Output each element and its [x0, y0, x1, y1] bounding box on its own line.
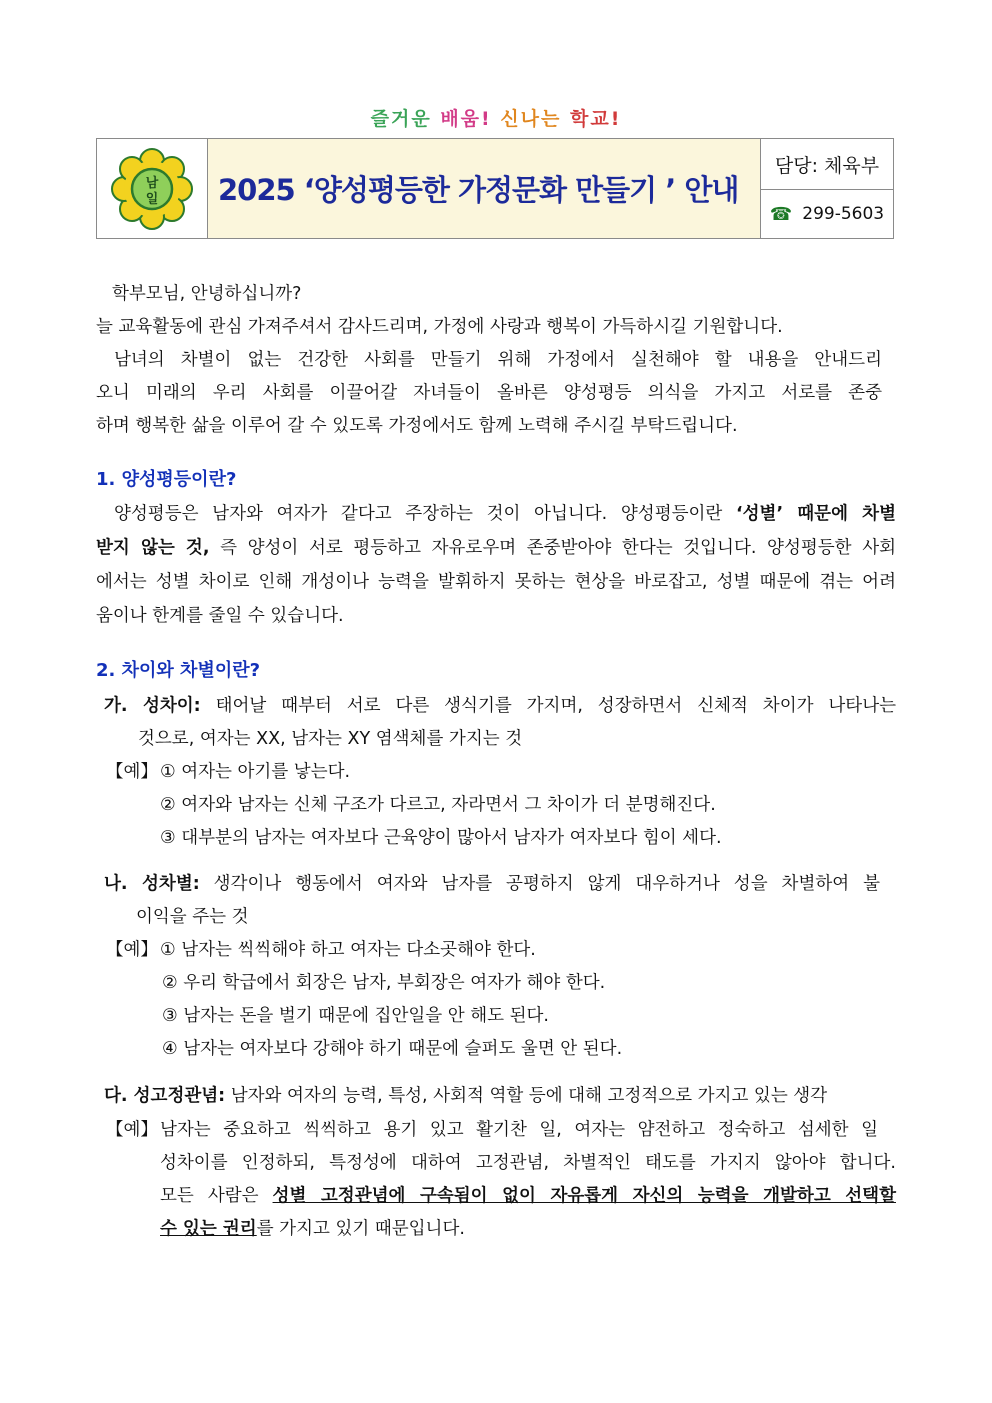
intro-line-2: 남녀의 차별이 없는 건강한 사회를 만들기 위해 가정에서 실천해야 할 내용을 안내드리	[114, 350, 882, 370]
logo-text-bottom: 일	[145, 191, 159, 207]
na-line-2: 이익을 주는 것	[136, 907, 249, 927]
da-conclusion-2: 모든 사람은 성별 고정관념에 구속됨이 없이 자유롭게 자신의 능력을 개발하고 선택할	[160, 1186, 896, 1206]
intro-line-1: 늘 교육활동에 관심 가져주셔서 감사드리며, 가정에 사랑과 행복이 가득하시길 기원합니다.	[96, 317, 783, 337]
section-1-line-3: 에서는 성별 차이로 인해 개성이나 능력을 발휘하지 못하는 현상을 바로잡고, 성별 때문에 겪는 어려	[96, 572, 896, 592]
na-example-2: ② 우리 학급에서 회장은 남자, 부회장은 여자가 해야 한다.	[162, 973, 606, 993]
title-cell	[208, 139, 761, 238]
phone-icon: ☎	[769, 203, 793, 225]
intro-line-4: 하며 행복한 삶을 이루어 갈 수 있도록 가정에서도 함께 노력해 주시길 부탁드립니다.	[96, 416, 738, 436]
na-example-label: 【예】	[106, 940, 158, 960]
da-line-1: 다. 성고정관념: 남자와 여자의 능력, 특성, 사회적 역할 등에 대해 고정적으로 가지고 있는 생각	[104, 1086, 828, 1106]
contact-label: 담당: 체육부	[761, 139, 893, 190]
da-conclusion-1: 성차이를 인정하되, 특정성에 대하여 고정관념, 차별적인 태도를 가지지 않아야 합니다.	[160, 1153, 896, 1173]
slogan	[0, 104, 992, 131]
intro-line-3: 오니 미래의 우리 사회를 이끌어갈 자녀들이 올바른 양성평등 의식을 가지고 서로를 존중	[96, 383, 882, 403]
school-logo	[97, 139, 208, 238]
ga-example-3: ③ 대부분의 남자는 여자보다 근육양이 많아서 남자가 여자보다 힘이 세다.	[160, 828, 722, 848]
page-title: 2025 ‘양성평등한 가정문화 만들기 ’ 안내	[218, 173, 739, 207]
slogan-part-3: 학교!	[570, 108, 622, 130]
da-example-1: 남자는 중요하고 씩씩하고 용기 있고 활기찬 일, 여자는 얌전하고 정숙하고 섬세한 일	[160, 1120, 878, 1140]
greeting: 학부모님, 안녕하십니까?	[112, 284, 302, 304]
ga-line-1: 가. 성차이: 태어날 때부터 서로 다른 생식기를 가지며, 성장하면서 신체적 차이가 나타나는	[104, 696, 897, 716]
da-conclusion-3: 수 있는 권리를 가지고 있기 때문입니다.	[160, 1219, 465, 1239]
na-example-3: ③ 남자는 돈을 벌기 때문에 집안일을 안 해도 된다.	[162, 1006, 549, 1026]
da-example-label: 【예】	[106, 1120, 158, 1140]
slogan-part-1: 배움!	[440, 108, 501, 130]
logo-text-top: 남	[145, 175, 159, 191]
ga-line-2: 것으로, 여자는 XX, 남자는 XY 염색체를 가지는 것	[138, 729, 523, 749]
ga-example-2: ② 여자와 남자는 신체 구조가 다르고, 자라면서 그 차이가 더 분명해진다.	[160, 795, 716, 815]
slogan-part-2: 신나는	[500, 108, 570, 130]
section-2-heading: 2. 차이와 차별이란?	[96, 660, 261, 681]
school-emblem-icon	[110, 147, 194, 231]
phone-row	[761, 190, 893, 238]
phone-number: 299-5603	[802, 204, 885, 224]
na-example-4: ④ 남자는 여자보다 강해야 하기 때문에 슬퍼도 울면 안 된다.	[162, 1039, 623, 1059]
section-1-line-2: 받지 않는 것, 즉 양성이 서로 평등하고 자유로우며 존중받아야 한다는 것입니다. 양성평등한 사회	[96, 538, 897, 558]
section-1-line-1: 양성평등은 남자와 여자가 같다고 주장하는 것이 아닙니다. 양성평등이란 ‘성별’ 때문에 차별	[114, 504, 896, 524]
ga-example-1: ① 여자는 아기를 낳는다.	[160, 762, 351, 782]
slogan-part-0: 즐거운	[370, 108, 441, 130]
contact-cell	[761, 139, 893, 238]
section-1-line-4: 움이나 한계를 줄일 수 있습니다.	[96, 606, 344, 626]
section-1-heading: 1. 양성평등이란?	[96, 469, 237, 490]
na-line-1: 나. 성차별: 생각이나 행동에서 여자와 남자를 공평하지 않게 대우하거나 성을 차별하여 불	[104, 874, 880, 894]
header-box	[96, 138, 894, 239]
ga-example-label: 【예】	[106, 762, 158, 782]
na-example-1: ① 남자는 씩씩해야 하고 여자는 다소곳해야 한다.	[160, 940, 536, 960]
